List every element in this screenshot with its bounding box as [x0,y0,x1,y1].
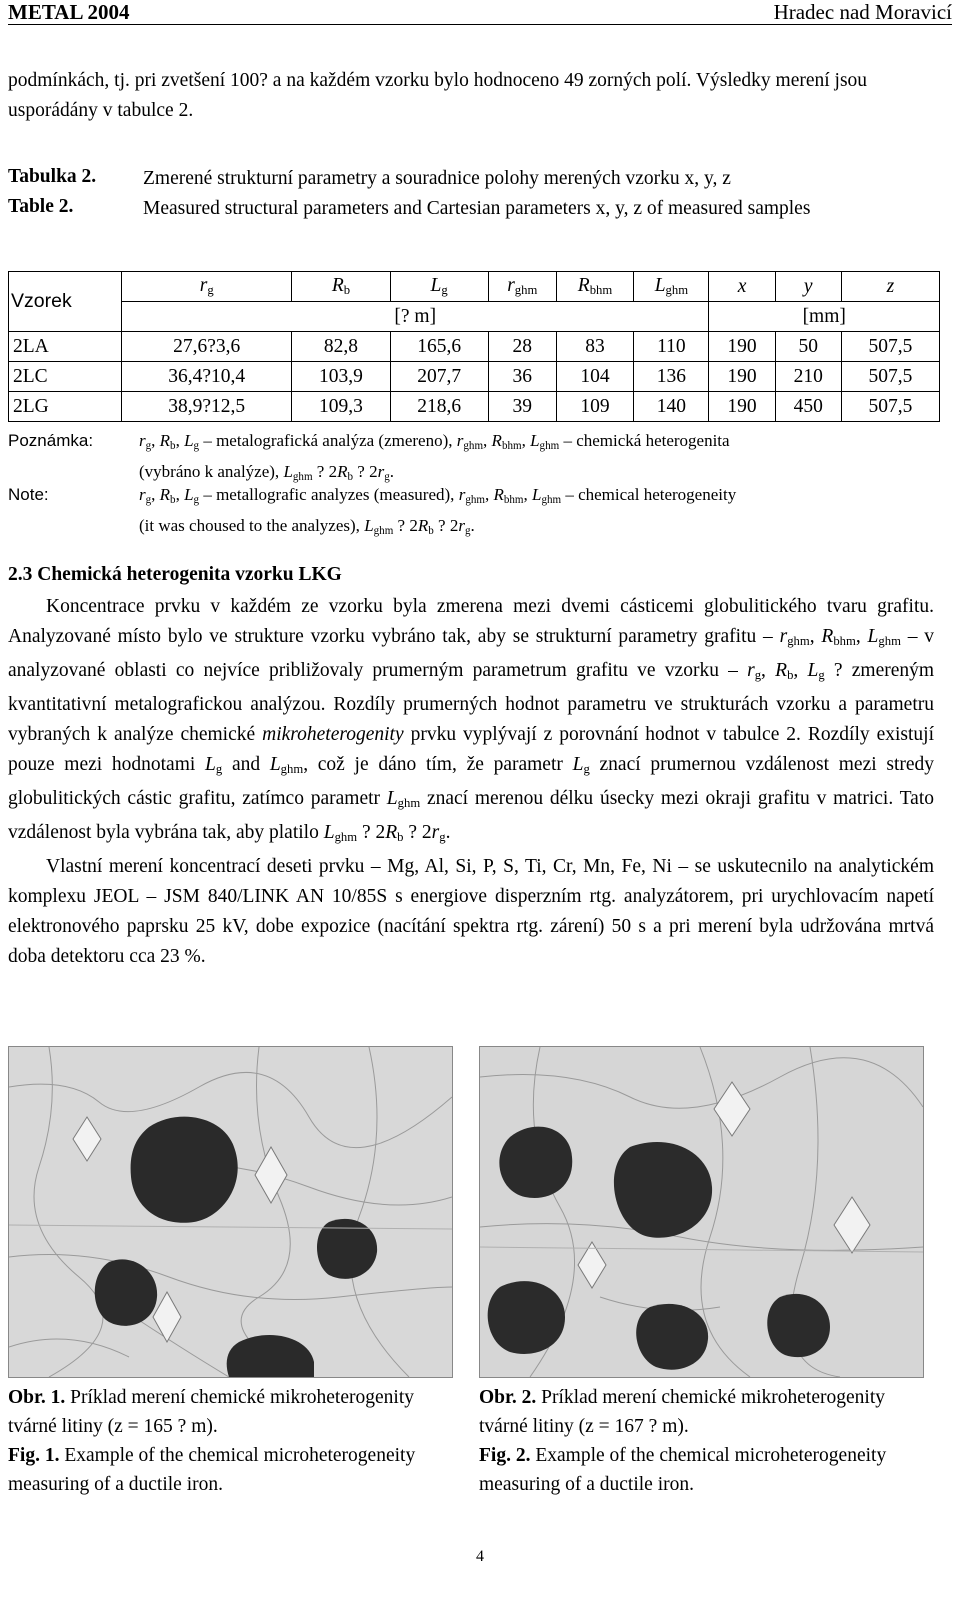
col-header: y [775,272,841,302]
col-header: $r_g$ [122,272,292,302]
micrograph-figure-2 [479,1046,924,1378]
body-text [8,592,934,972]
col-header: $L_{ghm}$ [634,272,709,302]
micrograph-figure-1 [8,1046,453,1378]
col-header: z [841,272,939,302]
table-row: 2LA 27,6?3,6 82,8 165,6 28 83 110 190 50 507,5 [9,332,940,362]
unit-millimetre: [mm] [709,302,940,332]
page-header [8,0,952,25]
col-header: $R_{bhm}$ [556,272,634,302]
table-caption-label-en: Table 2. [8,196,74,217]
paragraph-measurement: Vlastní merení koncentrací deseti prvku – Mg, Al, Si, P, S, Ti, Cr, Mn, Fe, Ni – se uskutecnilo na analytickém komplexu JEOL – JSM 840/LINK AN 10/85S s energiove disperzním rtg. analyzátorem, pri urychlovacím napetí elektronového paprsku 25 kV, dobe expozice (nacítání spektra rtg. zárení) 50 s a pri merení byla udržována mrtvá doba detektoru cca 23 %. [8,856,934,967]
table-row: 2LG 38,9?12,5 109,3 218,6 39 109 140 190 450 507,5 [9,392,940,422]
paragraph-chemical-heterogeneity: Koncentrace prvku v každém ze vzorku byla zmerena mezi dvemi cásticemi globulitického tvaru grafitu. Analyzované místo bylo ve strukture vzorku vybráno tak, aby se strukturní parametry grafitu – $r_{ghm}$, $R_{bhm}$, $L_{ghm}$ – v analyzované oblasti co nejvíce približovaly prumerným parametrum grafitu ve vzorku – $r_g$, $R_b$, $L_g$ ? zmereným kvantitativní metalografickou analýzou. Rozdíly prumerných hodnot parametru ve strukturách vzorku a parametru vybraných k analýze chemické mikroheterogenity prvku vyplývají z porovnání hodnot v tabulce 2. Rozdíly existují pouze mezi hodnotami $L_g$ and $L_{ghm}$, což je dáno tím, že parametr $L_g$ znací prumernou vzdálenost mezi stredy globulitických cástic grafitu, zatímco parametr $L_{ghm}$ znací merenou délku úsecky mezi okraji grafitu v matrici. Tato vzdálenost byla vybrána tak, aby platilo $L_{ghm}$ ? $2R_b$ ? $2r_g$. [8,596,935,844]
col-header: $r_{ghm}$ [488,272,556,302]
section-title: 2.3 Chemická heterogenita vzorku LKG [8,564,342,585]
figure-2-caption: Obr. 2. Príklad merení chemické mikroheterogenity tvárné litiny (z = 167 ? m). Fig. 2. Example of the chemical microheterogeneity measuring of a ductile iron. [479,1387,887,1495]
table-row: 2LC 36,4?10,4 103,9 207,7 36 104 136 190 210 507,5 [9,362,940,392]
intro-paragraph: podmínkách, tj. pri zvetšení 100? a na každém vzorku bylo hodnoceno 49 zorných polí. Výsledky merení jsou usporádány v tabulce 2. [8,70,868,121]
table-caption-label-cz: Tabulka 2. [8,166,97,187]
micrograph-image [9,1047,452,1377]
results-table [8,271,940,422]
col-header: $L_g$ [390,272,488,302]
col-header: $R_b$ [292,272,390,302]
col-header: x [709,272,775,302]
table-note-cz: Poznámka: $r_g$, $R_b$, $L_g$ – metalografická analýza (zmereno), $r_{ghm}$, $R_{bhm}$, $L_{ghm}$ – chemická heterogenita (vybráno k analýze), $L_{ghm}$ ? $2R_b$ ? $2r_g$. [8,431,730,483]
unit-micrometre: [? m] [122,302,709,332]
corner-header: Vzorek [9,272,122,332]
micrograph-image [480,1047,923,1377]
header-location: Hradec nad Moravicí [773,0,952,24]
table-note-en: Note: $r_g$, $R_b$, $L_g$ – metallografic analyzes (measured), $r_{ghm}$, $R_{bhm}$, $L_{ghm}$ – chemical heterogeneity (it was choused to the analyzes), $L_{ghm}$ ? $2R_b$ ? $2r_g$. [8,485,737,537]
page-number: 4 [476,1548,484,1565]
table-caption-text-cz: Zmerené strukturní parametry a souradnice polohy merených vzorku x, y, z [143,168,731,189]
figure-1-caption: Obr. 1. Príklad merení chemické mikroheterogenity tvárné litiny (z = 165 ? m). Fig. 1. Example of the chemical microheterogeneity measuring of a ductile iron. [8,1387,416,1495]
header-conference: METAL 2004 [8,0,130,24]
table-caption-text-en: Measured structural parameters and Cartesian parameters x, y, z of measured samples [143,198,811,219]
